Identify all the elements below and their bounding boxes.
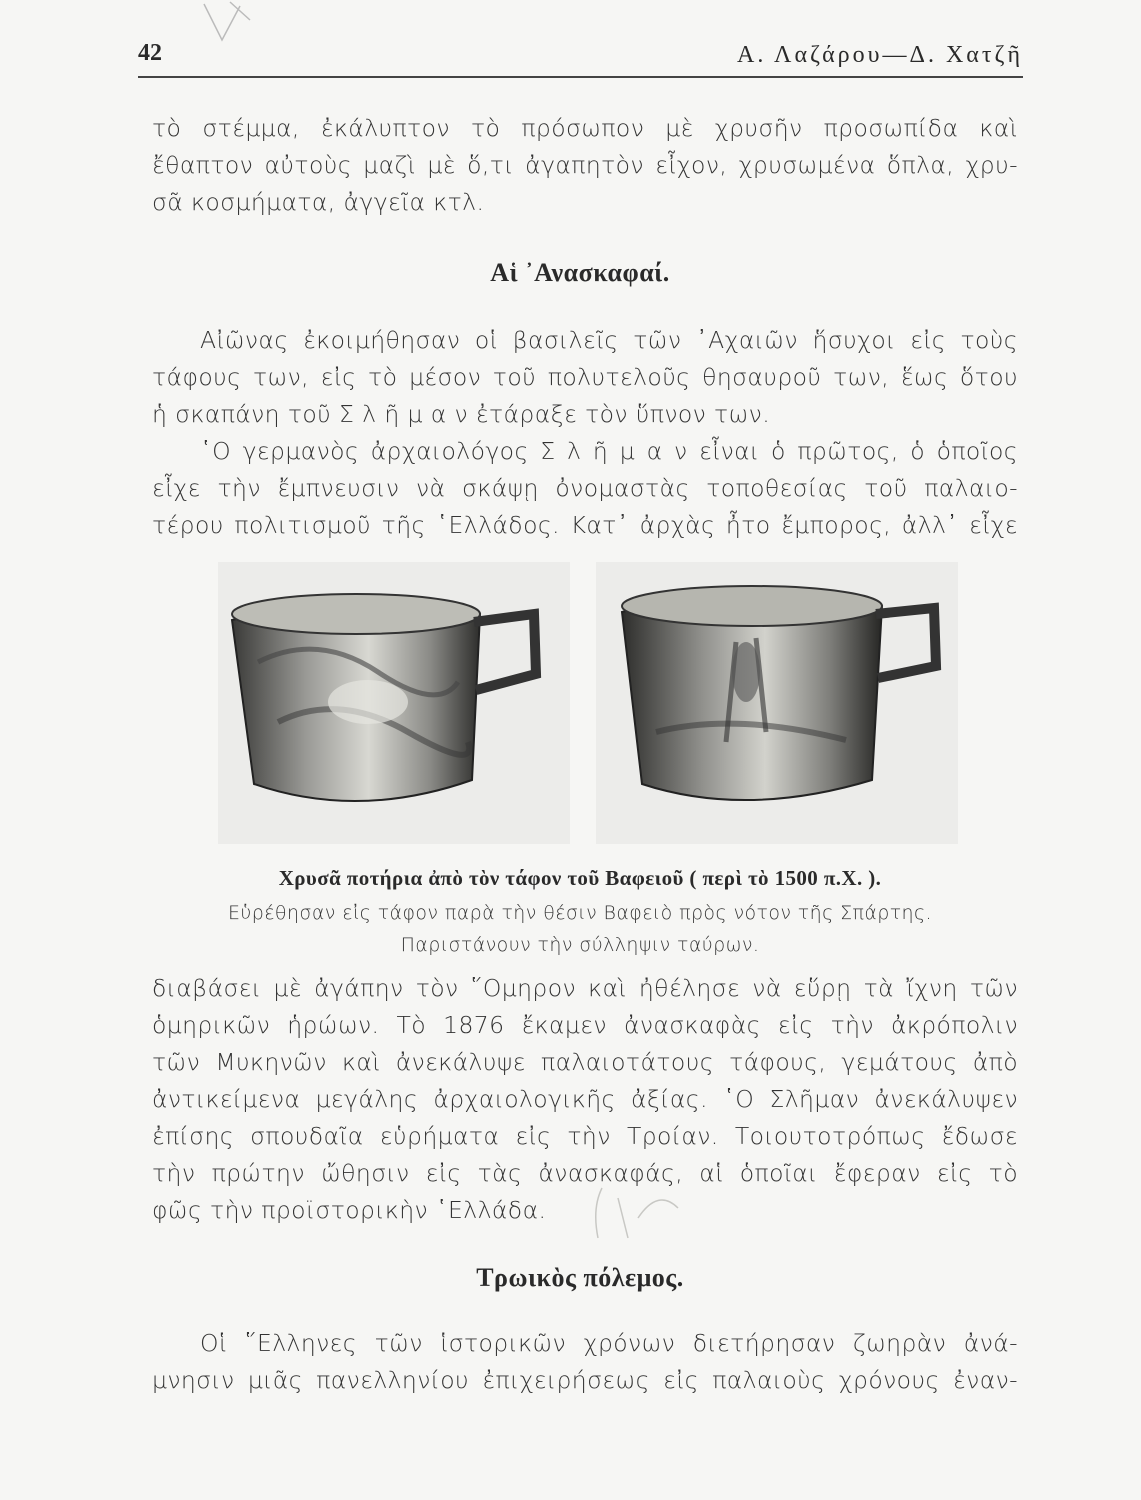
text-line: τῶν Μυκηνῶν καὶ ἀνεκάλυψε παλαιοτάτους τάφους, γεμάτους ἀπὸ <box>152 1048 1018 1076</box>
photo-gold-cup-left <box>218 562 570 844</box>
page-number: 42 <box>138 40 162 66</box>
header-rule <box>138 76 1023 78</box>
paragraph-3 <box>152 433 1018 544</box>
section-heading-trojan-war: Τρωικὸς πόλεμος. <box>476 1263 684 1292</box>
text-line: ῾Ο γερμανὸς ἀρχαιολόγος Σ λ ῆ μ α ν εἶναι ὁ πρῶτος, ὁ ὁποῖος <box>200 437 1018 465</box>
paragraph-2 <box>152 322 1018 433</box>
photo-gold-cup-right <box>596 562 958 844</box>
running-head: Α. Λαζάρου—Δ. Χατζῆ <box>737 42 1023 68</box>
paragraph-4 <box>152 970 1018 1229</box>
text-line: ἀντικείμενα μεγάλης ἀρχαιολογικῆς ἀξίας. ῾Ο Σλῆμαν ἀνεκάλυψεν <box>152 1085 1018 1113</box>
paragraph-1 <box>152 110 1018 221</box>
cup-illustration <box>596 562 958 844</box>
text-line: ἔθαπτον αὐτοὺς μαζὶ μὲ ὅ,τι ἀγαπητὸν εἶχον, χρυσωμένα ὅπλα, χρυ- <box>152 151 1018 179</box>
text-line: εἶχε τὴν ἔμπνευσιν νὰ σκάψῃ ὀνομαστὰς τοποθεσίας τοῦ παλαιο- <box>152 474 1018 502</box>
text-line: μνησιν μιᾶς πανελληνίου ἐπιχειρήσεως εἰς παλαιοὺς χρόνους ἐναν- <box>152 1366 1018 1394</box>
text-line: ἐπίσης σπουδαῖα εὑρήματα εἰς τὴν Τροίαν. Τοιουτοτρόπως ἔδωσε <box>152 1122 1018 1150</box>
text-line: τὸ στέμμα, ἐκάλυπτον τὸ πρόσωπον μὲ χρυσῆν προσωπίδα καὶ <box>152 114 1018 142</box>
figure-caption-line: Παριστάνουν τὴν σύλληψιν ταύρων. <box>400 934 760 956</box>
text-line: τέρου πολιτισμοῦ τῆς ῾Ελλάδος. Κατ᾿ ἀρχὰς ἦτο ἔμπορος, ἀλλ᾿ εἶχε <box>152 511 1018 539</box>
figure-caption-line: Εὑρέθησαν εἰς τάφον παρὰ τὴν θέσιν Βαφειὸ πρὸς νότον τῆς Σπάρτης. <box>228 902 932 924</box>
text-line: φῶς τὴν προϊστορικὴν ῾Ελλάδα. <box>152 1196 547 1224</box>
text-line: σᾶ κοσμήματα, ἀγγεῖα κτλ. <box>152 188 485 216</box>
pencil-mark <box>588 1178 688 1248</box>
text-line: τάφους των, εἰς τὸ μέσον τοῦ πολυτελοῦς θησαυροῦ των, ἕως ὅτου <box>152 363 1018 391</box>
text-line: Αἰῶνας ἐκοιμήθησαν οἱ βασιλεῖς τῶν ᾿Αχαιῶν ἥσυχοι εἰς τοὺς <box>200 326 1018 354</box>
section-heading-excavations: Αἱ ᾿Ανασκαφαί. <box>490 258 670 287</box>
paragraph-5 <box>152 1325 1018 1399</box>
text-line: τὴν πρώτην ὤθησιν εἰς τὰς ἀνασκαφάς, αἱ ὁποῖαι ἔφεραν εἰς τὸ <box>152 1159 1018 1187</box>
text-line: ἡ σκαπάνη τοῦ Σ λ ῆ μ α ν ἐτάραξε τὸν ὕπνον των. <box>152 400 771 428</box>
text-line: διαβάσει μὲ ἀγάπην τὸν ῞Ομηρον καὶ ἠθέλησε νὰ εὕρῃ τὰ ἴχνη τῶν <box>152 974 1018 1002</box>
text-line: Οἱ ῞Ελληνες τῶν ἱστορικῶν χρόνων διετήρησαν ζωηρὰν ἀνά- <box>200 1329 1018 1357</box>
pen-mark <box>200 0 260 50</box>
cup-illustration <box>218 562 570 844</box>
figure-caption-title: Χρυσᾶ ποτήρια ἀπὸ τὸν τάφον τοῦ Βαφειοῦ ( περὶ τὸ 1500 π.Χ. ). <box>278 866 882 890</box>
text-line: ὁμηρικῶν ἡρώων. Τὸ 1876 ἔκαμεν ἀνασκαφὰς εἰς τὴν ἀκρόπολιν <box>152 1011 1018 1039</box>
